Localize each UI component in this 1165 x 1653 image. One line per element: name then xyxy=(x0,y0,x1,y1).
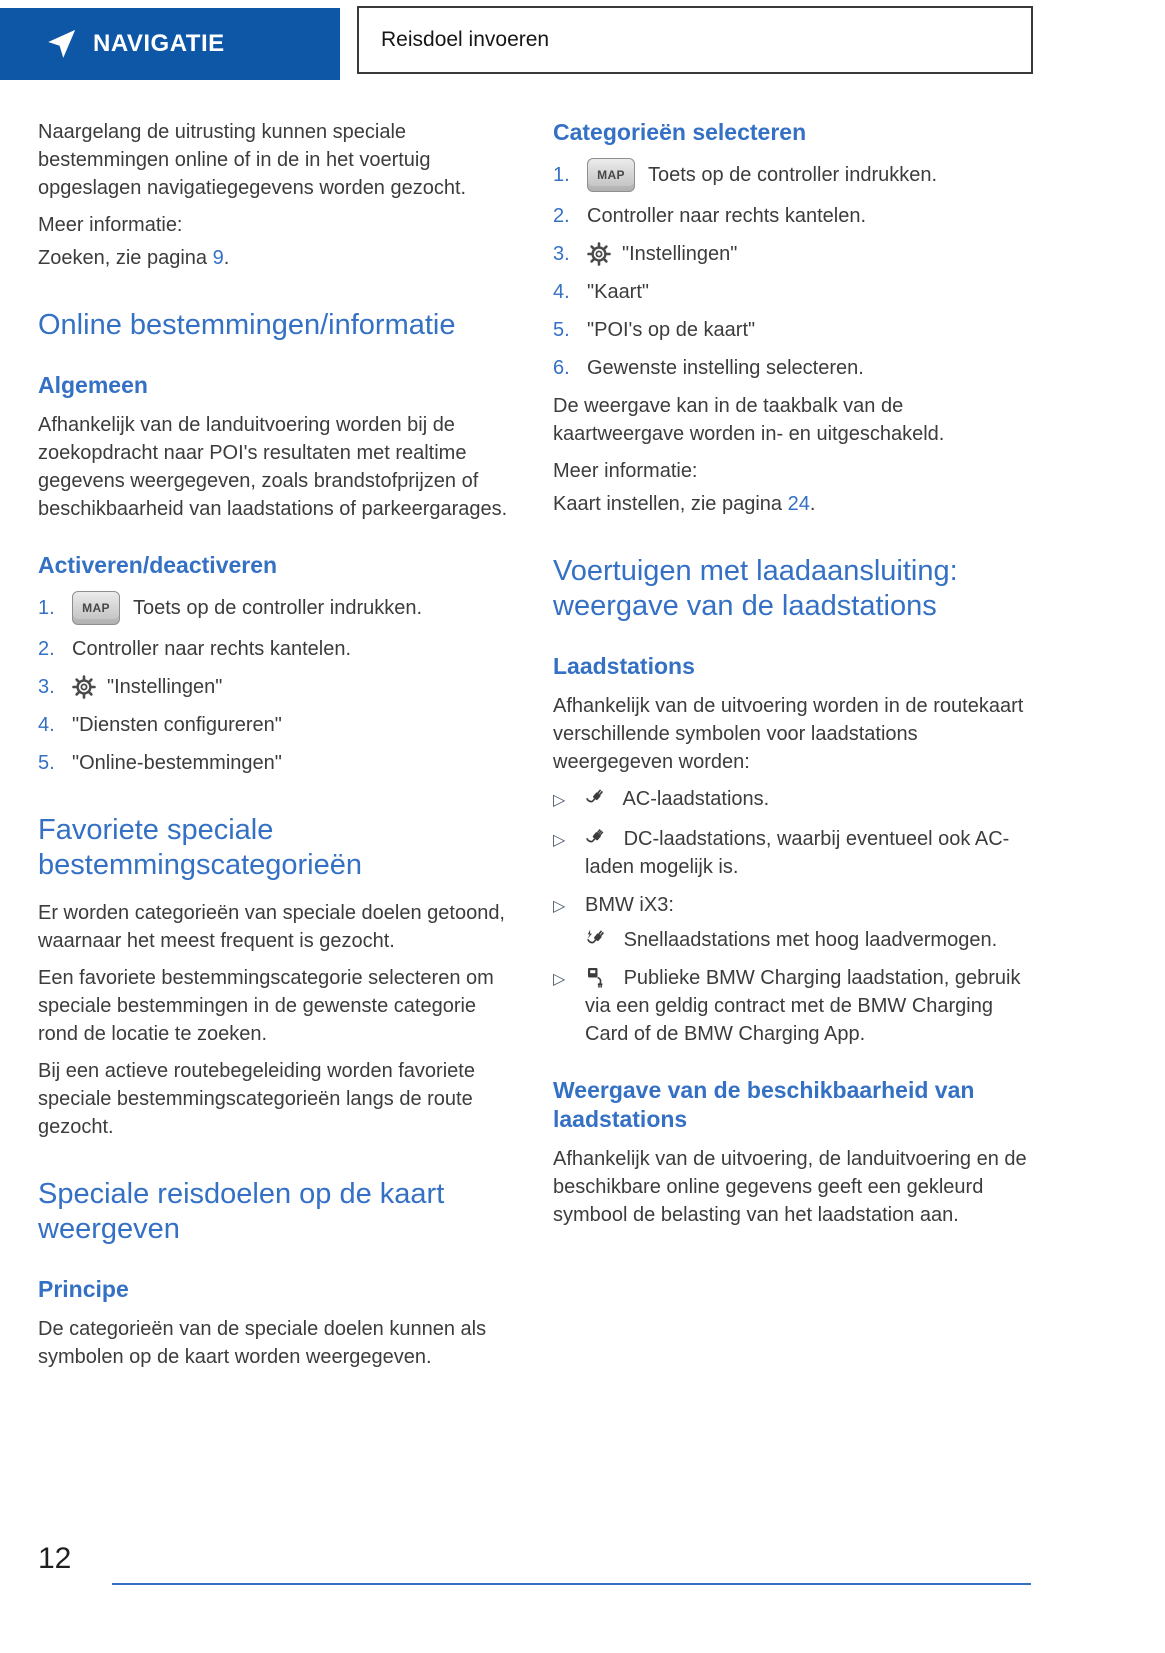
step-text: "POI's op de kaart" xyxy=(587,319,756,341)
gear-icon xyxy=(587,242,611,266)
step-text: "Kaart" xyxy=(587,281,650,303)
list-item xyxy=(553,964,1031,1048)
step-content xyxy=(587,240,737,268)
fast-charging-icon xyxy=(585,927,609,951)
map-button-icon xyxy=(587,158,635,192)
cross-reference-text: Zoeken, zie pagina xyxy=(38,247,213,269)
bullet-content xyxy=(585,785,1031,813)
heading-voertuigen-laadaansluiting: Voertuigen met laadaansluiting: weergave van de laadstations xyxy=(553,555,958,622)
step-text: "Instellingen" xyxy=(107,676,223,698)
step-text: Controller naar rechts kantelen. xyxy=(587,205,867,227)
list-item xyxy=(553,158,1031,192)
subheading-principe: Principe xyxy=(38,1276,129,1302)
paragraph: Bij een actieve routebegeleiding worden favoriete speciale bestemmingscategorieën langs de route gezocht. xyxy=(38,1060,475,1138)
list-item xyxy=(553,240,1031,268)
step-content xyxy=(72,591,422,625)
subheading-laadstations: Laadstations xyxy=(553,653,695,679)
subheading-categorieen-selecteren: Categorieën selecteren xyxy=(553,119,807,145)
bullet-text: DC-laadstations, waarbij eventueel ook AC-laden mogelijk is. xyxy=(585,828,1010,878)
triangle-bullet-icon: ▷ xyxy=(553,971,566,988)
paragraph: Een favoriete bestemmingscategorie selecteren om speciale bestemmingen in de gewenste categorie rond de locatie te zoeken. xyxy=(38,967,494,1045)
cross-reference-line xyxy=(553,490,1031,518)
subheading-activeren: Activeren/deactiveren xyxy=(38,552,278,578)
list-item xyxy=(38,635,512,663)
cross-reference-line xyxy=(38,244,512,272)
step-text: "Online-bestemmingen" xyxy=(72,752,282,774)
paragraph: Afhankelijk van de uitvoering, de landuitvoering en de beschikbare online gegevens geeft een gekleurd symbool de belasting van het laadstation aan. xyxy=(553,1148,1027,1226)
navigation-arrow-icon xyxy=(44,27,78,61)
step-content xyxy=(72,749,282,777)
step-number: 2. xyxy=(38,638,55,660)
bmw-charging-station-icon xyxy=(585,965,609,989)
right-column xyxy=(553,118,1031,1238)
step-number: 1. xyxy=(38,597,55,619)
list-item xyxy=(553,354,1031,382)
list-item xyxy=(553,316,1031,344)
cross-reference-text: . xyxy=(809,493,816,515)
list-item xyxy=(38,673,512,701)
step-content xyxy=(587,278,649,306)
paragraph: Afhankelijk van de uitvoering worden in de routekaart verschillende symbolen voor laadstations weergegeven worden: xyxy=(553,695,1024,773)
bullet-content xyxy=(585,891,1031,954)
step-content xyxy=(587,202,866,230)
subheading-beschikbaarheid: Weergave van de beschikbaarheid van laadstations xyxy=(553,1077,975,1132)
map-button-label: MAP xyxy=(597,168,625,182)
activation-steps-list xyxy=(38,591,512,777)
list-item xyxy=(553,278,1031,306)
step-number: 1. xyxy=(553,164,570,186)
step-content xyxy=(587,354,864,382)
page-number: 12 xyxy=(38,1542,72,1575)
bullet-text: Publieke BMW Charging laadstation, gebruik via een geldig contract met de BMW Charging Card of de BMW Charging App. xyxy=(585,967,1021,1045)
step-number: 6. xyxy=(553,357,570,379)
chapter-banner xyxy=(0,8,340,80)
list-item xyxy=(553,785,1031,815)
bullet-content xyxy=(585,964,1031,1048)
cross-reference-text: Kaart instellen, zie pagina xyxy=(553,493,788,515)
list-item xyxy=(38,711,512,739)
step-text: Toets op de controller indrukken. xyxy=(648,164,938,186)
heading-favoriete-categorieen: Favoriete speciale bestemmingscategorieën xyxy=(38,814,363,881)
heading-online-bestemmingen: Online bestemmingen/informatie xyxy=(38,309,456,341)
bullet-text: AC-laadstations. xyxy=(622,788,770,810)
step-text: "Diensten configureren" xyxy=(72,714,282,736)
map-button-icon xyxy=(72,591,120,625)
paragraph: Afhankelijk van de landuitvoering worden bij de zoekopdracht naar POI's resultaten met realtime gegevens weergegeven, zoals brandstofprijzen of beschikbaarheid van laadstations of parkeergarages. xyxy=(38,414,508,520)
sub-bullet xyxy=(585,926,1031,954)
paragraph: De weergave kan in de taakbalk van de kaartweergave worden in- en uitgeschakeld. xyxy=(553,395,945,445)
cross-reference-text: . xyxy=(223,247,230,269)
section-title-box xyxy=(357,6,1033,74)
list-item xyxy=(553,891,1031,954)
left-column xyxy=(38,118,512,1380)
step-content xyxy=(72,711,282,739)
step-content xyxy=(72,635,351,663)
category-steps-list xyxy=(553,158,1031,382)
triangle-bullet-icon: ▷ xyxy=(553,792,566,809)
step-content xyxy=(587,158,937,192)
step-number: 3. xyxy=(38,676,55,698)
dc-charging-icon xyxy=(585,826,609,850)
paragraph: Meer informatie: xyxy=(38,214,183,236)
triangle-bullet-icon: ▷ xyxy=(553,898,566,915)
bullet-content xyxy=(585,825,1031,881)
page-reference-link[interactable]: 24 xyxy=(787,493,810,515)
charging-symbols-list xyxy=(553,785,1031,1048)
step-text: Toets op de controller indrukken. xyxy=(133,597,423,619)
map-button-label: MAP xyxy=(82,601,110,615)
step-number: 4. xyxy=(38,714,55,736)
step-text: Gewenste instelling selecteren. xyxy=(587,357,864,379)
footer-divider xyxy=(112,1583,1031,1585)
step-content xyxy=(587,316,755,344)
step-number: 3. xyxy=(553,243,570,265)
step-number: 4. xyxy=(553,281,570,303)
ac-charging-icon xyxy=(585,786,609,810)
list-item xyxy=(38,749,512,777)
list-item xyxy=(553,825,1031,881)
list-item xyxy=(553,202,1031,230)
step-content xyxy=(72,673,222,701)
list-item xyxy=(38,591,512,625)
paragraph: Er worden categorieën van speciale doelen getoond, waarnaar het meest frequent is gezocht. xyxy=(38,902,505,952)
triangle-bullet-icon: ▷ xyxy=(553,832,566,849)
bullet-text: BMW iX3: xyxy=(585,894,674,916)
chapter-title: NAVIGATIE xyxy=(93,30,225,57)
subheading-algemeen: Algemeen xyxy=(38,372,148,398)
gear-icon xyxy=(72,675,96,699)
sub-bullet-text: Snellaadstations met hoog laadvermogen. xyxy=(623,929,998,951)
step-number: 5. xyxy=(553,319,570,341)
step-text: "Instellingen" xyxy=(622,243,738,265)
step-number: 2. xyxy=(553,205,570,227)
page-reference-link[interactable]: 9 xyxy=(212,247,224,269)
step-number: 5. xyxy=(38,752,55,774)
step-text: Controller naar rechts kantelen. xyxy=(72,638,352,660)
paragraph: Meer informatie: xyxy=(553,460,698,482)
paragraph: Naargelang de uitrusting kunnen speciale bestemmingen online of in de in het voertuig opgeslagen navigatiegegevens worden gezocht. xyxy=(38,121,467,199)
section-title: Reisdoel invoeren xyxy=(381,28,550,51)
heading-speciale-reisdoelen: Speciale reisdoelen op de kaart weergeven xyxy=(38,1178,445,1245)
paragraph: De categorieën van de speciale doelen kunnen als symbolen op de kaart worden weergegeven. xyxy=(38,1318,487,1368)
